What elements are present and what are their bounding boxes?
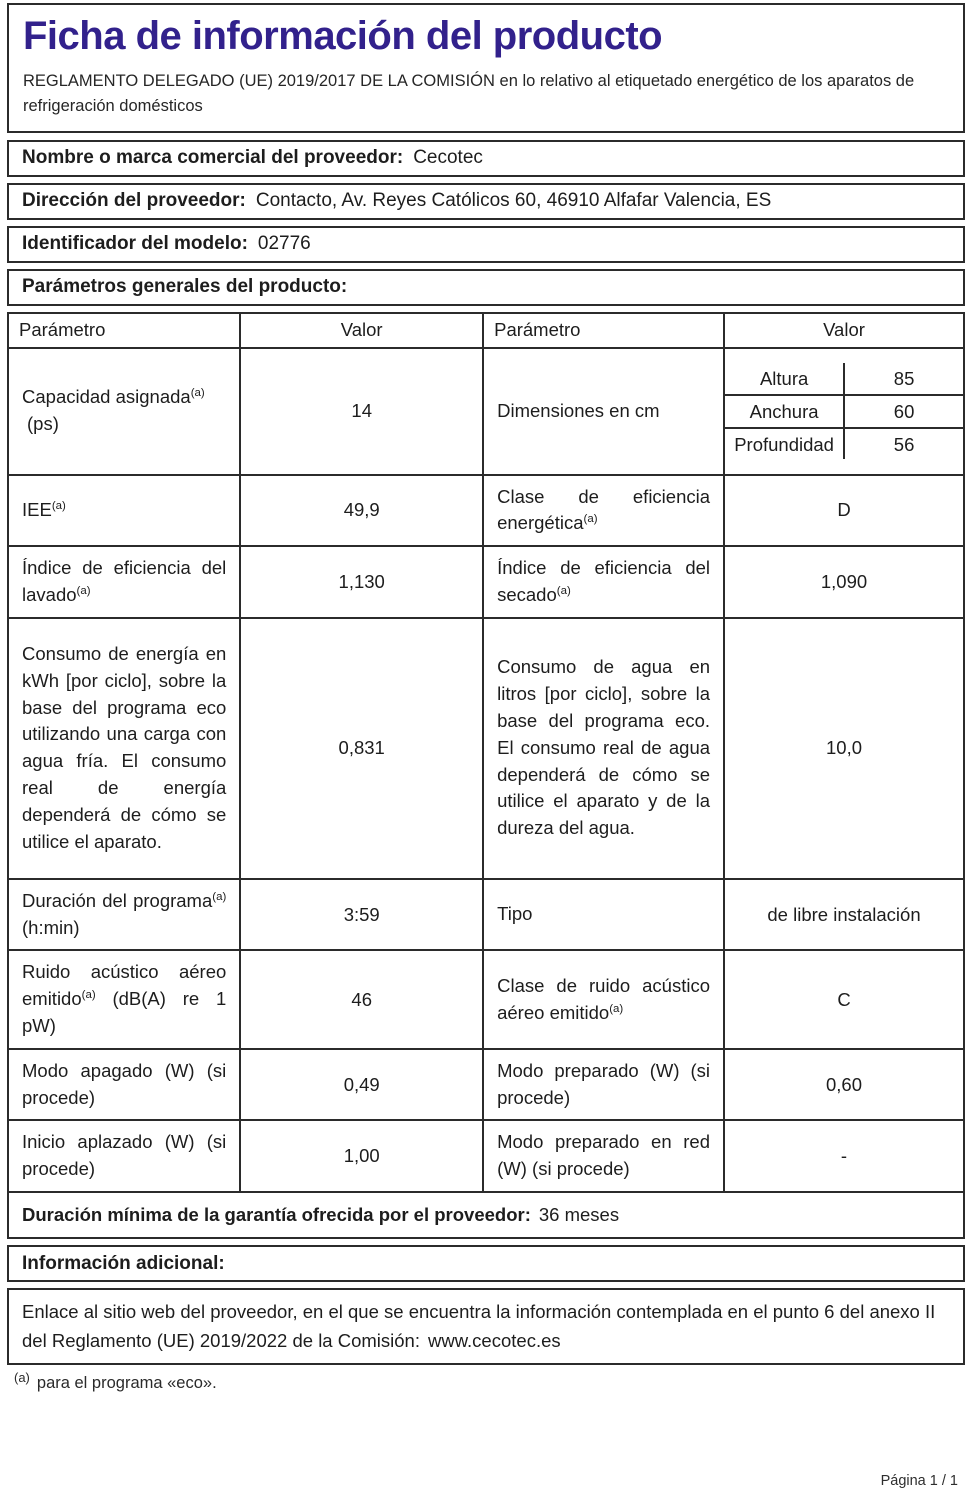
networked-standby-label: Modo preparado en red (W) (si procede) [483,1120,724,1192]
washing-index-value: 1,130 [240,546,483,618]
program-duration-label: Duración del programa$^{(a)}$ (h:min) [8,879,240,951]
header-parametro-2: Parámetro [483,313,724,348]
capacity-value: 14 [240,348,483,475]
program-duration-value: 3:59 [240,879,483,951]
footnote-ref-icon: (a) [212,890,227,903]
networked-standby-value: - [724,1120,964,1192]
row-washing-drying-index [8,546,964,618]
warranty-value: 36 meses [538,1204,620,1226]
capacity-label: Capacidad asignada$^{(a)}$ (ps) [8,348,240,475]
footnote-text: para el programa «eco». [36,1374,217,1393]
footnote-ref-icon: (a) [190,387,205,400]
dimensions-subtable [724,348,964,475]
noise-class-value: C [724,950,964,1048]
iee-label: IEE$^{(a)}$ [8,475,240,547]
energy-class-value: D [724,475,964,547]
supplier-name-label: Nombre o marca comercial del proveedor: [22,147,404,168]
supplier-name-value: Cecotec [413,147,483,168]
supplier-website-text: Enlace al sitio web del proveedor, en el que se encuentra la información contemplada en el punto 6 del anexo II del Reglamento (UE) 2019/2022 de la Comisión: [22,1301,936,1351]
info-row-supplier-address [7,183,965,220]
footnote-ref-icon: (a) [609,1002,624,1015]
washing-index-label: Índice de eficiencia del lavado$^{(a)}$ [8,546,240,618]
standby-mode-value: 0,60 [724,1049,964,1121]
general-parameters-heading: Parámetros generales del producto: [22,276,348,297]
additional-info-heading-box [7,1245,965,1282]
supplier-address-value: Contacto, Av. Reyes Católicos 60, 46910 Alfafar Valencia, ES [255,190,772,211]
footnote-marker: (a) [14,1369,30,1385]
footnote-ref-icon: (a) [81,989,96,1002]
table-header-row [8,313,964,348]
standby-mode-label: Modo preparado (W) (si procede) [483,1049,724,1121]
supplier-website-box [7,1288,965,1365]
type-label: Tipo [483,879,724,951]
type-value: de libre instalación [724,879,964,951]
warranty-label: Duración mínima de la garantía ofrecida por el proveedor: [22,1204,531,1226]
supplier-website-url: www.cecotec.es [427,1329,561,1351]
footnote-eco-program [14,1369,965,1393]
footnote-ref-icon: (a) [583,513,598,526]
supplier-address-label: Dirección del proveedor: [22,190,246,211]
water-consumption-value: 10,0 [724,618,964,879]
info-row-general-parameters-heading [7,269,965,306]
footnote-ref-icon: (a) [76,584,91,597]
row-warranty [8,1192,964,1238]
model-identifier-label: Identificador del modelo: [22,233,248,254]
dim-width-value: 60 [845,396,963,429]
noise-label: Ruido acústico aéreo emitido$^{(a)}$ (dB(A) re 1 pW) [8,950,240,1048]
page-title: Ficha de información del producto [23,14,663,58]
dimensions-label: Dimensiones en cm [483,348,724,475]
additional-info-heading: Información adicional: [22,1252,225,1274]
dim-depth-value: 56 [893,434,915,456]
header-valor-1: Valor [240,313,483,348]
dim-height-value: 85 [845,363,963,396]
info-row-model-identifier [7,226,965,263]
parameters-table [7,312,965,1240]
row-off-standby-mode [8,1049,964,1121]
noise-class-label: Clase de ruido acústico aéreo emitido$^{(a)}$ [483,950,724,1048]
page-subtitle: REGLAMENTO DELEGADO (UE) 2019/2017 DE LA COMISIÓN en lo relativo al etiquetado energético de los aparatos de refrigeración domésticos [23,72,915,115]
row-noise [8,950,964,1048]
noise-value: 46 [240,950,483,1048]
warranty-cell [8,1192,964,1238]
header-valor-2: Valor [724,313,964,348]
drying-index-value: 1,090 [724,546,964,618]
row-capacity-dimensions [8,348,964,475]
energy-consumption-label: Consumo de energía en kWh [por ciclo], sobre la base del programa eco utilizando una carga con agua fría. El consumo real de energía dependerá de cómo se utilice el aparato. [8,618,240,879]
row-duration-type [8,879,964,951]
header-parametro-1: Parámetro [8,313,240,348]
delayed-start-value: 1,00 [240,1120,483,1192]
off-mode-label: Modo apagado (W) (si procede) [8,1049,240,1121]
drying-index-label: Índice de eficiencia del secado$^{(a)}$ [483,546,724,618]
delayed-start-label: Inicio aplazado (W) (si procede) [8,1120,240,1192]
page-number: Página 1 / 1 [880,1473,958,1489]
title-box [7,3,965,133]
energy-consumption-value: 0,831 [240,618,483,879]
footnote-ref-icon: (a) [51,499,66,512]
info-row-supplier-name [7,140,965,177]
row-delayed-start-networked-standby [8,1120,964,1192]
dim-height-label: Altura [725,363,845,396]
footnote-ref-icon: (a) [556,584,571,597]
row-iee-energy-class [8,475,964,547]
iee-value: 49,9 [240,475,483,547]
energy-class-label: Clase de eficiencia energética$^{(a)}$ [483,475,724,547]
dim-width-label: Anchura [725,396,845,429]
row-energy-water-consumption [8,618,964,879]
water-consumption-label: Consumo de agua en litros [por ciclo], sobre la base del programa eco. El consumo real de agua dependerá de cómo se utilice el aparato y de la dureza del agua. [483,618,724,879]
off-mode-value: 0,49 [240,1049,483,1121]
model-identifier-value: 02776 [257,233,311,254]
dim-depth-label: Profundidad [725,429,845,459]
